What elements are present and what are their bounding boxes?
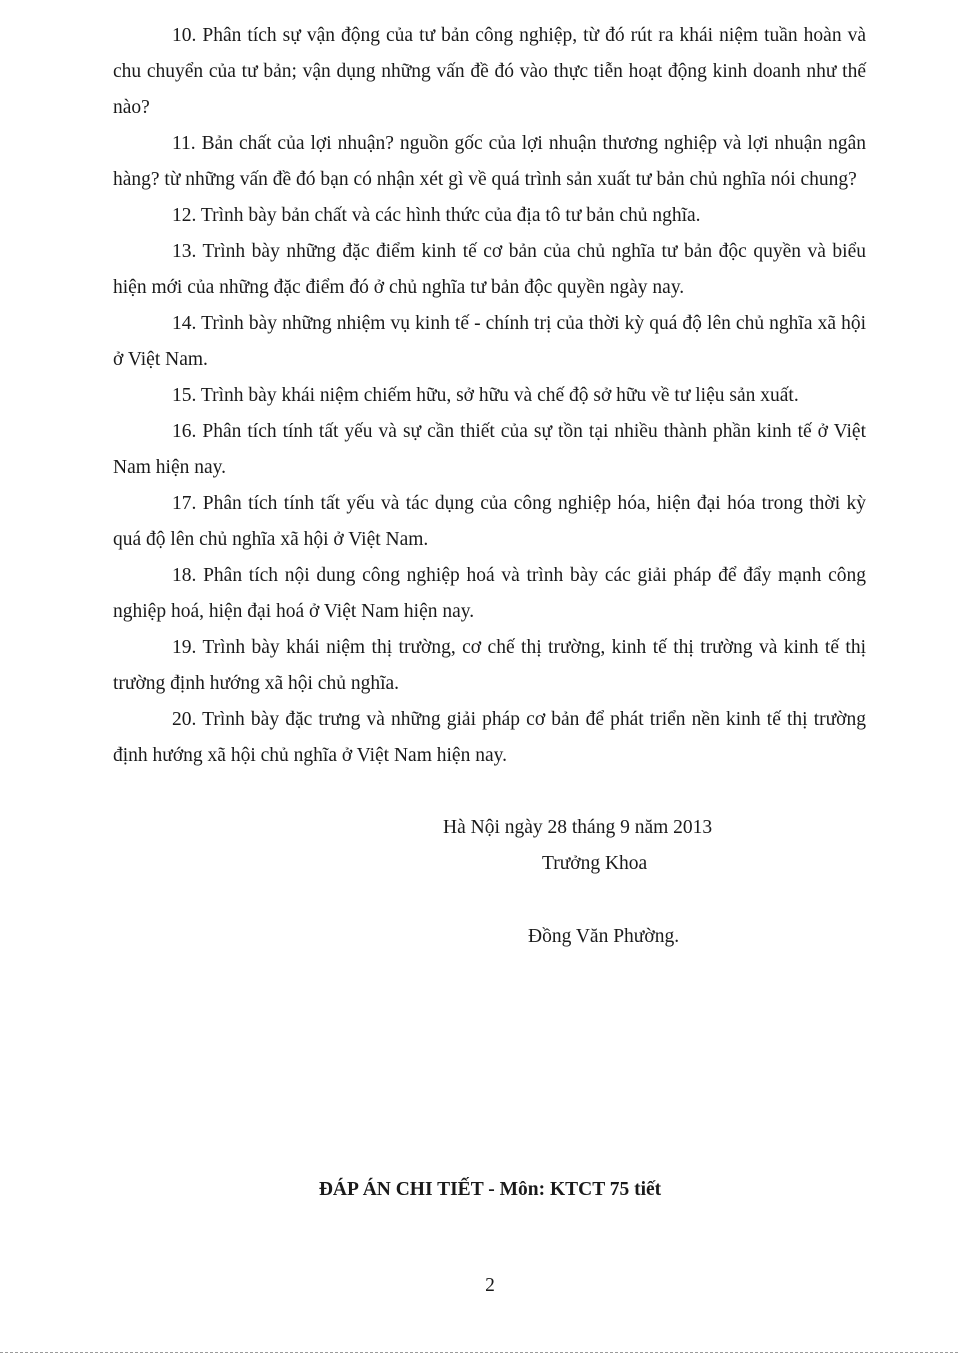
page-number: 2 <box>485 1275 495 1296</box>
signature-name: Đồng Văn Phường. <box>528 926 680 947</box>
question-17: 17. Phân tích tính tất yếu và tác dụng của công nghiệp hóa, hiện đại hóa trong thời kỳ quá độ lên chủ nghĩa xã hội ở Việt Nam. <box>113 493 866 550</box>
question-20: 20. Trình bày đặc trưng và những giải pháp cơ bản để phát triển nền kinh tế thị trường định hướng xã hội chủ nghĩa ở Việt Nam hiện nay. <box>113 709 866 766</box>
signature-title: Trưởng Khoa <box>542 853 648 874</box>
question-18: 18. Phân tích nội dung công nghiệp hoá và trình bày các giải pháp để đẩy mạnh công nghiệp hoá, hiện đại hoá ở Việt Nam hiện nay. <box>113 565 866 622</box>
question-19: 19. Trình bày khái niệm thị trường, cơ chế thị trường, kinh tế thị trường và kinh tế thị trường định hướng xã hội chủ nghĩa. <box>113 637 866 694</box>
question-14: 14. Trình bày những nhiệm vụ kinh tế - chính trị của thời kỳ quá độ lên chủ nghĩa xã hội ở Việt Nam. <box>113 313 866 370</box>
question-list <box>113 18 866 774</box>
question-11: 11. Bản chất của lợi nhuận? nguồn gốc của lợi nhuận thương nghiệp và lợi nhuận ngân hàng? từ những vấn đề đó bạn có nhận xét gì về quá trình sản xuất tư bản chủ nghĩa nói chung? <box>113 133 866 190</box>
page-bottom-divider <box>0 1352 958 1353</box>
signature-date: Hà Nội ngày 28 tháng 9 năm 2013 <box>443 817 713 838</box>
question-10: 10. Phân tích sự vận động của tư bản công nghiệp, từ đó rút ra khái niệm tuần hoàn và chu chuyển của tư bản; vận dụng những vấn đề đó vào thực tiễn hoạt động kinh doanh như thế nào? <box>113 25 866 118</box>
question-16: 16. Phân tích tính tất yếu và sự cần thiết của sự tồn tại nhiều thành phần kinh tế ở Việt Nam hiện nay. <box>113 421 866 478</box>
question-15: 15. Trình bày khái niệm chiếm hữu, sở hữu và chế độ sở hữu về tư liệu sản xuất. <box>172 385 799 406</box>
question-12: 12. Trình bày bản chất và các hình thức của địa tô tư bản chủ nghĩa. <box>172 205 701 226</box>
answer-heading: ĐÁP ÁN CHI TIẾT - Môn: KTCT 75 tiết <box>318 1179 662 1200</box>
question-13: 13. Trình bày những đặc điểm kinh tế cơ bản của chủ nghĩa tư bản độc quyền và biểu hiện mới của những đặc điểm đó ở chủ nghĩa tư bản độc quyền ngày nay. <box>113 241 866 298</box>
signature-block <box>0 810 958 970</box>
